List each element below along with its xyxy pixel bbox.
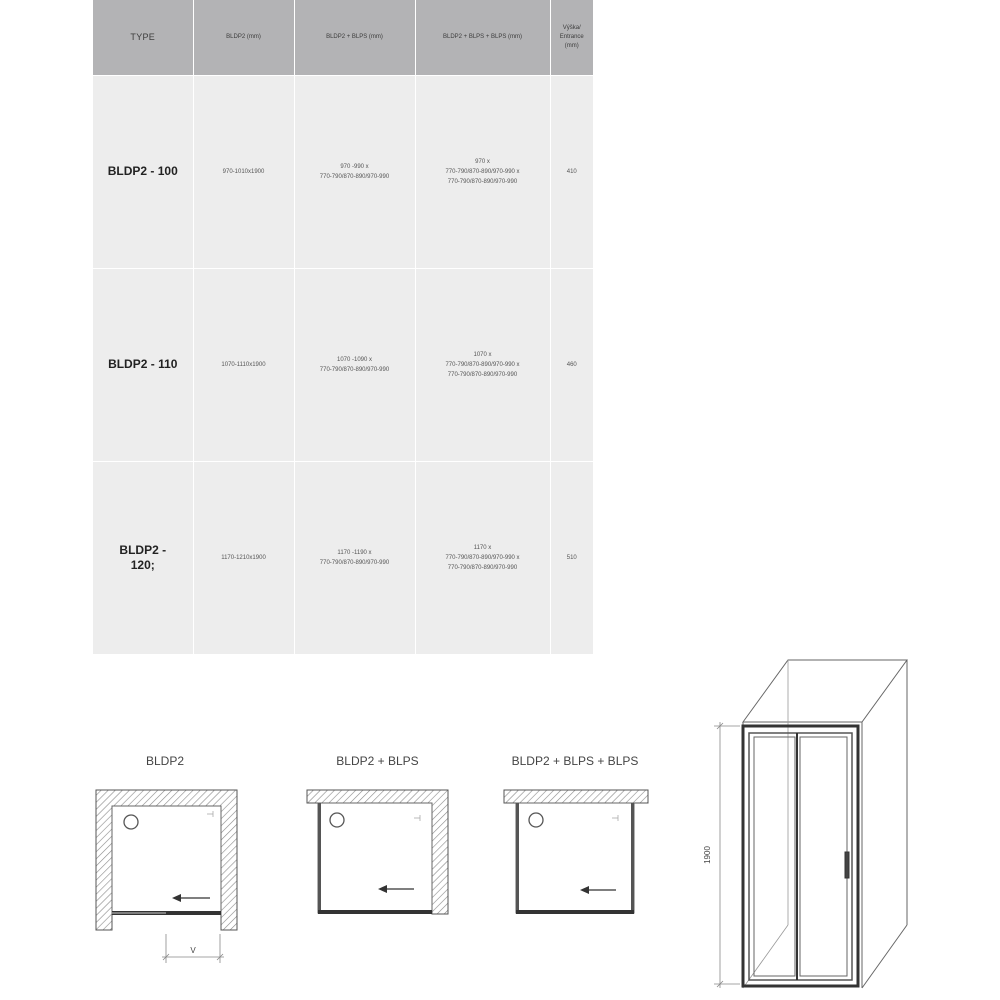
cell-bldp2: 1170-1210x1900 <box>193 461 294 654</box>
fixed-side-panel <box>516 803 519 913</box>
fixed-side-panel <box>631 803 634 913</box>
door-3d-view <box>743 660 907 988</box>
drain-icon <box>330 813 344 827</box>
cell-bldp2-blps-blps: 970 x 770-790/870-890/970-990 x 770-790/870-890/970-990 <box>415 75 550 268</box>
cell-bldp2-blps-blps: 1170 x 770-790/870-890/970-990 x 770-790/870-890/970-990 <box>415 461 550 654</box>
header-type: TYPE <box>93 0 193 75</box>
cell-type: BLDP2 - 100 <box>93 75 193 268</box>
cell-bldp2-blps-blps: 1070 x 770-790/870-890/970-990 x 770-790/870-890/970-990 <box>415 268 550 461</box>
fixed-side-panel <box>318 803 321 913</box>
cell-entrance: 510 <box>550 461 593 654</box>
plan-diagram-bldp2 <box>96 790 237 963</box>
header-bldp2-blps: BLDP2 + BLPS (mm) <box>294 0 415 75</box>
plan-label-bldp2-blps: BLDP2 + BLPS <box>336 754 419 768</box>
height-label: 1900 <box>703 846 712 864</box>
cell-bldp2-blps: 1070 -1090 x 770-790/870-890/970-990 <box>294 268 415 461</box>
cell-bldp2: 1070-1110x1900 <box>193 268 294 461</box>
plan-label-bldp2-blps-blps: BLDP2 + BLPS + BLPS <box>511 754 639 768</box>
door-profile <box>516 910 634 914</box>
cell-type: BLDP2 - 120; <box>93 461 193 654</box>
height-dimension <box>714 722 740 988</box>
cell-type: BLDP2 - 110 <box>93 268 193 461</box>
cell-entrance: 460 <box>550 268 593 461</box>
cell-bldp2-blps: 1170 -1190 x 770-790/870-890/970-990 <box>294 461 415 654</box>
header-bldp2: BLDP2 (mm) <box>193 0 294 75</box>
entrance-symbol: V <box>190 946 196 955</box>
cell-bldp2: 970-1010x1900 <box>193 75 294 268</box>
plan-diagram-bldp2-blps <box>307 790 448 914</box>
door-handle-icon <box>845 852 849 878</box>
plan-diagram-bldp2-blps-blps <box>504 790 648 914</box>
drain-icon <box>124 815 138 829</box>
header-entrance: Výška/ Entrance (mm) <box>550 0 593 75</box>
drain-icon <box>529 813 543 827</box>
header-bldp2-blps-blps: BLDP2 + BLPS + BLPS (mm) <box>415 0 550 75</box>
plan-label-bldp2: BLDP2 <box>145 754 185 768</box>
cell-entrance: 410 <box>550 75 593 268</box>
cell-bldp2-blps: 970 -990 x 770-790/870-890/970-990 <box>294 75 415 268</box>
door-profile <box>318 910 432 914</box>
